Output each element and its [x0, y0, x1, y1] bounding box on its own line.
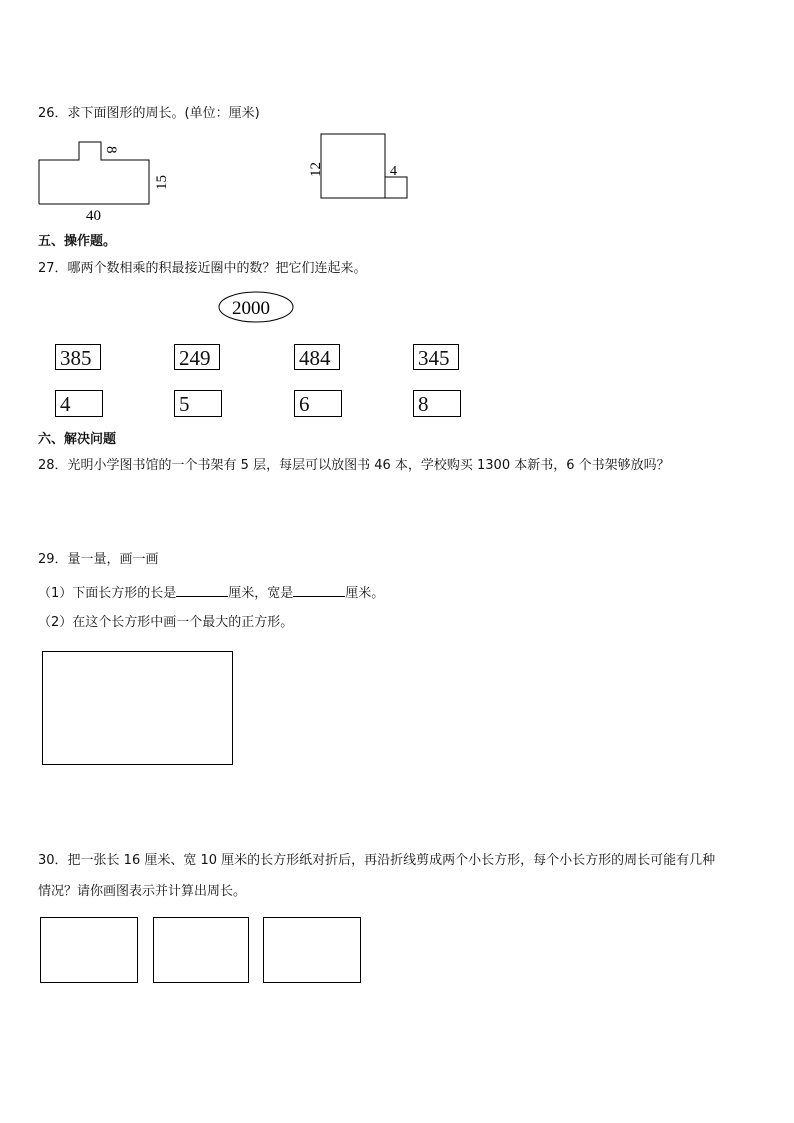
q26-shape-1-outline — [39, 142, 149, 204]
q27-top-number[interactable]: 249 — [174, 344, 220, 370]
q29-part1 — [38, 584, 384, 602]
q29-part1-middle: 厘米，宽是 — [228, 586, 294, 601]
q26-fig2-side-label: 12 — [308, 162, 324, 177]
q28-text: 28．光明小学图书馆的一个书架有 5 层，每层可以放图书 46 本，学校购买 1300 本新书，6 个书架够放吗？ — [38, 458, 670, 473]
q27-top-number[interactable]: 484 — [294, 344, 340, 370]
q26-small-square — [385, 177, 407, 198]
q30-line2: 情况？请你画图表示并计算出周长。 — [38, 884, 247, 899]
q26-fig1-side-label: 15 — [154, 175, 170, 190]
q29-part1-prefix: （1）下面长方形的长是 — [38, 586, 177, 601]
q27-circle-value: 2000 — [232, 298, 270, 319]
q29-length-blank[interactable] — [176, 584, 228, 597]
q29-part2: （2）在这个长方形中画一个最大的正方形。 — [38, 615, 294, 630]
q26-figure-1 — [30, 136, 180, 226]
q27-bottom-number[interactable]: 6 — [294, 390, 342, 417]
q26-large-square — [321, 134, 385, 198]
q27-bottom-number[interactable]: 5 — [174, 390, 222, 417]
q30-answer-box[interactable] — [263, 917, 361, 983]
q29-part1-suffix: 厘米。 — [345, 586, 385, 601]
q26-figure-2 — [300, 130, 420, 205]
q30-line1: 30．把一张长 16 厘米、宽 10 厘米的长方形纸对折后，再沿折线剪成两个小长方形，每个小长方形的周长可能有几种 — [38, 853, 716, 868]
q27-top-number[interactable]: 345 — [413, 344, 459, 370]
q26-fig2-small-label: 4 — [390, 164, 397, 179]
q27-bottom-number[interactable]: 4 — [55, 390, 103, 417]
q27-top-number[interactable]: 385 — [55, 344, 101, 370]
q27-text: 27．哪两个数相乘的积最接近圈中的数？把它们连起来。 — [38, 261, 367, 276]
section6-title: 六、解决问题 — [38, 432, 117, 447]
q30-answer-box[interactable] — [40, 917, 138, 983]
q29-rectangle[interactable] — [42, 651, 233, 765]
q29-text: 29．量一量，画一画 — [38, 552, 159, 567]
q26-fig1-bottom-label: 40 — [86, 208, 101, 224]
q30-answer-box[interactable] — [153, 917, 249, 983]
q29-width-blank[interactable] — [293, 584, 345, 597]
q27-circle — [218, 290, 298, 326]
q26-fig1-top-label: 8 — [103, 146, 119, 154]
q27-bottom-number[interactable]: 8 — [413, 390, 461, 417]
section5-title: 五、操作题。 — [38, 234, 117, 249]
q26-text: 26．求下面图形的周长。(单位：厘米) — [38, 106, 260, 121]
